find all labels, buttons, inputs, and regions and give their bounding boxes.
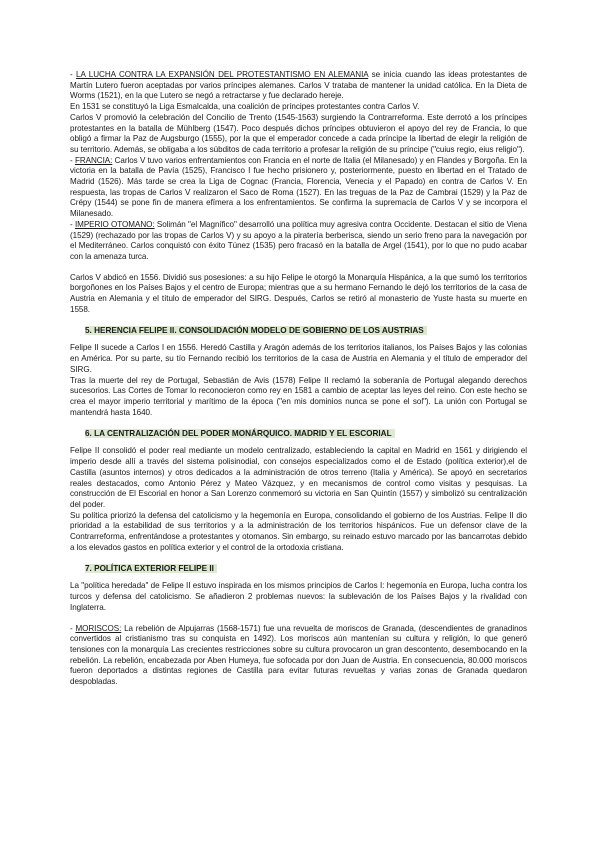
otomano-paragraph <box>70 220 527 263</box>
francia-label: FRANCIA: <box>74 155 113 165</box>
otomano-label: IMPERIO OTOMANO: <box>74 219 155 229</box>
document-page <box>70 70 527 688</box>
section-5-paragraph-1: Felipe II sucede a Carlos I en 1556. Heredó Castilla y Aragón además de los territorios italianos, los Países Bajos y las colonias en América. Por su parte, su tío Fernando recibió los territorios de la casa de Austria en Alemania y el título de emperador del SIRG. <box>70 343 527 374</box>
liga-esmalcalda-paragraph: En 1531 se constituyó la Liga Esmalcalda, una coalición de príncipes protestantes contra Carlos V. <box>70 102 420 112</box>
moriscos-prefix: - <box>70 623 76 633</box>
francia-prefix: - <box>70 155 75 165</box>
section-7-paragraph-1: La "política heredada" de Felipe II estuvo inspirada en los mismos principios de Carlos I: hegemonía en Europa, lucha contra los turcos y defensa del catolicismo. Se añadieron 2 problemas nuevos: la sublevación de los Países Bajos y la rivalidad con Inglaterra. <box>70 581 527 612</box>
section-7-heading-text: 7. POLÍTICA EXTERIOR FELIPE II <box>85 564 217 573</box>
moriscos-label: MORISCOS: <box>75 623 122 633</box>
section-6-heading-text: 6. LA CENTRALIZACIÓN DEL PODER MONÁRQUICO. MADRID Y EL ESCORIAL <box>85 429 395 438</box>
section-6-paragraph-1: Felipe II consolidó el poder real mediante un modelo centralizado, estableciendo la capital en Madrid en 1561 y dirigiendo el imperio desde allí a través del sistema polisinodial, con consejos especializados como el de Estado (política exterior),el de Castilla (asuntos internos) y otros dedicados a la administración de otros terreno (Italia y América). Se apoyó en secretarios reales destacados, como Antonio Pérez y Mateo Vázquez, y en mecanismos de control como visitas y pesquisas. La construcción de El Escorial en honor a San Lorenzo conmemoró su victoria en San Quintín (1557) y simbolizó su centralización del poder. <box>70 446 527 509</box>
section-6-paragraph-2: Su política priorizó la defensa del catolicismo y la hegemonía en Europa, consolidando el gobierno de los Austrias. Felipe II dio prioridad a la estabilidad de sus territorios y a la administración de los territorios hispánicos. Fue un defensor clave de la Contrarreforma, enfrentándose a protestantes y otomanos. Sin embargo, su reinado estuvo marcado por las bancarrotas debido a los elevados gastos en política exterior y el control de la ortodoxia cristiana. <box>70 510 527 552</box>
francia-text: Carlos V tuvo varios enfrentamientos con Francia en el norte de Italia (el Milanesado) y en Flandes y Borgoña. En la victoria en la batalla de Pavía (1525), Francisco I fue hecho prisionero y, posteriormente, puesto en libertad en el Tratado de Madrid (1526). Más tarde se crea la Liga de Cognac (Francia, Florencia, Venecia y el Papado) en contra de Carlos V. En respuesta, las tropas de Carlos V realizaron el Saco de Roma (1527). En las treguas de la Paz de Cambrai (1529) y la Paz de Crépy (1544) se pone fin de manera efímera a los enfrentamientos. Se confirma la supremacía de Carlos V y se incorpora el Milanesado. <box>70 155 527 219</box>
section-7-heading <box>70 563 527 574</box>
section-5-heading-text: 5. HERENCIA FELIPE II. CONSOLIDACIÓN MODELO DE GOBIERNO DE LOS AUSTRIAS <box>85 326 427 335</box>
trento-paragraph: Carlos V promovió la celebración del Concilio de Trento (1545-1563) surgiendo la Contrarreforma. Este derrotó a los príncipes protestantes en la batalla de Mühlberg (1547). Poco después dichos príncipes obtuvieron el apoyo del rey de Francia, lo que obligó a firmar la Paz de Augsburgo (1555), por la que el emperador concede a cada príncipe la libertad de elegir la religión de su territorio. Además, se obligaba a los súbditos de cada territorio a profesar la religión de su príncipe ("cuius regio, eius religio"). <box>70 112 527 154</box>
otomano-text: Solimán "el Magnífico" desarrolló una política muy agresiva contra Occidente. Destacan el sitio de Viena (1529) (rechazado por las tropas de Carlos V) y su apoyo a la piratería berberisca, siendo un serio freno para la navegación por el Mediterráneo. Carlos conquistó con éxito Túnez (1535) pero fracasó en la batalla de Argel (1541), por lo que no pudo acabar con la amenaza turca. <box>70 219 527 261</box>
francia-paragraph <box>70 156 527 220</box>
section-5-heading <box>70 325 527 336</box>
moriscos-text: La rebelión de Alpujarras (1568-1571) fue una revuelta de moriscos de Granada, (descendientes de granadinos convertidos al cristianismo tras su conquista en 1492). Los moriscos aún mantenían su cultura y religión, lo que generó tensiones con la monarquía Las crecientes restricciones sobre su cultura provocaron un gran descontento, desembocando en la rebelión. La rebelión, encabezada por Aben Humeya, fue sofocada por don Juan de Austria. En consecuencia, 80.000 moriscos fueron deportados a distintas regiones de Castilla para evitar futuras revueltas y varias zonas de Granada quedaron despobladas. <box>70 623 527 687</box>
intro-text: se inicia cuando las ideas protestantes de Martín Lutero fueron aceptadas por varios príncipes alemanes. Carlos V trataba de mantener la unidad católica. En la Dieta de Worms (1521), en la que Lutero se negó a retractarse y fue declarado hereje. <box>70 70 527 101</box>
intro-prefix: - <box>70 70 77 79</box>
section-5-paragraph-2: Tras la muerte del rey de Portugal, Sebastián de Avis (1578) Felipe II reclamó la soberanía de Portugal alegando derechos sucesorios. Las Cortes de Tomar lo reconocieron como rey en 1581 a cambio de aceptar las leyes del reino. Con este hecho se crea el mayor imperio territorial y marítimo de la época ("en mis dominios nunca se pone el sol"). La unión con Portugal se mantendrá hasta 1640. <box>70 375 527 417</box>
moriscos-paragraph <box>70 624 527 688</box>
otomano-prefix: - <box>70 219 75 229</box>
intro-title: LA LUCHA CONTRA LA EXPANSIÓN DEL PROTESTANTISMO EN ALEMANIA <box>76 70 369 79</box>
section-6-heading <box>70 428 527 439</box>
intro-paragraph <box>70 70 527 102</box>
abdicacion-paragraph: Carlos V abdicó en 1556. Dividió sus posesiones: a su hijo Felipe le otorgó la Monarquía Hispánica, a la que sumó los territorios borgoñones en los Países Bajos y el centro de Europa; mientras que a su hermano Fernando le dejó los territorios de la casa de Austria en Alemania y el título de emperador del SIRG. Después, Carlos se retiró al monasterio de Yuste hasta su muerte en 1558. <box>70 272 527 314</box>
